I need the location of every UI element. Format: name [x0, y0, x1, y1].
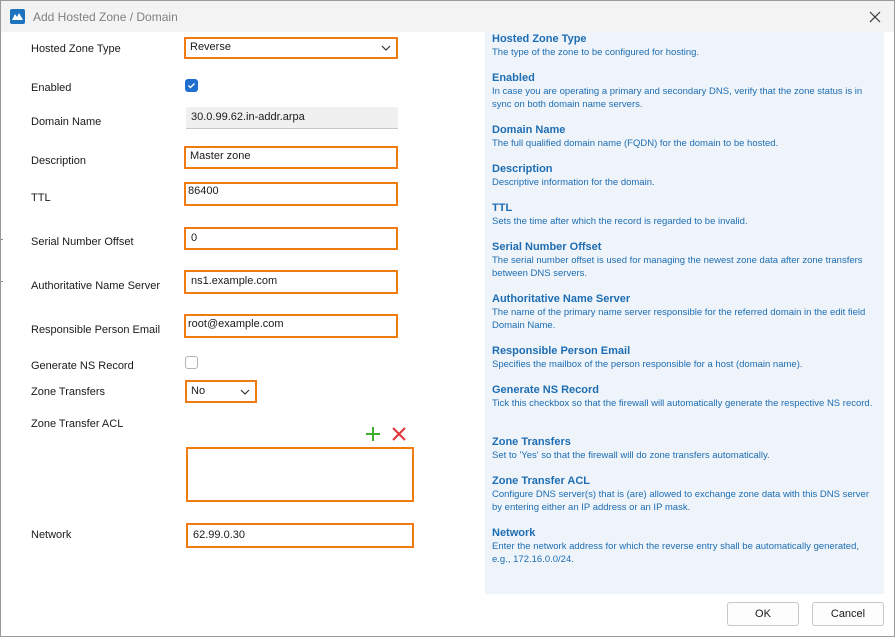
authoritative-name-server-label: Authoritative Name Server — [31, 280, 160, 292]
help-item-zone-transfers — [492, 436, 877, 462]
help-item-serial-number-offset — [492, 241, 877, 280]
responsible-person-email-input[interactable] — [184, 314, 398, 338]
ttl-value: 86400 — [188, 185, 219, 197]
help-desc: Configure DNS server(s) that is (are) allowed to exchange zone data with this DNS server by entering either an IP address or an IP mask. — [492, 489, 869, 513]
help-title: TTL — [492, 202, 513, 214]
domain-name-value: 30.0.99.62.in-addr.arpa — [191, 111, 305, 123]
hosted-zone-type-label: Hosted Zone Type — [31, 43, 121, 55]
help-title: Authoritative Name Server — [492, 293, 631, 305]
help-desc: The type of the zone to be configured for hosting. — [492, 47, 700, 58]
enabled-label: Enabled — [31, 82, 72, 94]
help-title: Domain Name — [492, 124, 566, 136]
description-label: Description — [31, 155, 87, 167]
plus-icon[interactable] — [364, 425, 382, 443]
help-title: Zone Transfers — [492, 436, 571, 448]
help-title: Description — [492, 163, 553, 175]
zone-transfer-acl-label: Zone Transfer ACL — [31, 418, 124, 430]
help-title: Generate NS Record — [492, 384, 599, 396]
hosted-zone-type-select[interactable] — [184, 37, 398, 59]
help-desc: The name of the primary name server responsible for the referred domain in the edit field Domain Name. — [492, 307, 866, 331]
app-logo-icon — [10, 9, 25, 24]
serial-number-offset-input[interactable] — [184, 227, 398, 250]
help-item-network — [492, 527, 877, 566]
chevron-down-icon — [381, 44, 391, 52]
hosted-zone-type-value: Reverse — [190, 41, 231, 53]
help-desc: Descriptive information for the domain. — [492, 177, 655, 188]
help-title: Serial Number Offset — [492, 241, 602, 253]
domain-name-label: Domain Name — [31, 116, 102, 128]
window-title: Add Hosted Zone / Domain — [33, 10, 178, 24]
help-desc: Enter the network address for which the reverse entry shall be automatically generated, e.g., 172.16.0.0/24. — [492, 541, 859, 565]
help-panel — [485, 32, 884, 594]
serial-number-offset-value: 0 — [191, 232, 198, 244]
edge-mark — [1, 239, 3, 240]
zone-transfers-label: Zone Transfers — [31, 386, 105, 398]
zone-transfers-value: No — [191, 385, 206, 397]
responsible-person-email-value: root@example.com — [188, 318, 284, 330]
enabled-checkbox[interactable] — [185, 79, 198, 92]
help-item-enabled — [492, 72, 877, 111]
help-desc: Sets the time after which the record is regarded to be invalid. — [492, 216, 748, 227]
help-item-domain-name — [492, 124, 877, 150]
edge-mark — [1, 281, 3, 282]
description-input[interactable] — [184, 146, 398, 169]
ttl-input[interactable] — [184, 182, 398, 206]
help-title: Hosted Zone Type — [492, 33, 587, 45]
help-item-hosted-zone-type — [492, 33, 877, 59]
help-desc: In case you are operating a primary and secondary DNS, verify that the zone status is in sync on both domain name servers. — [492, 86, 863, 110]
help-item-authoritative-name-server — [492, 293, 877, 332]
domain-name-field — [186, 107, 398, 129]
network-label: Network — [31, 529, 72, 541]
help-item-responsible-person-email — [492, 345, 877, 371]
checkmark-icon — [186, 80, 197, 91]
serial-number-offset-label: Serial Number Offset — [31, 236, 134, 248]
chevron-down-icon — [240, 388, 250, 396]
help-title: Enabled — [492, 72, 535, 84]
help-title: Zone Transfer ACL — [492, 475, 590, 487]
help-item-ttl — [492, 202, 877, 228]
help-title: Responsible Person Email — [492, 345, 631, 357]
help-item-description — [492, 163, 877, 189]
help-item-generate-ns-record — [492, 384, 877, 410]
ttl-label: TTL — [31, 192, 51, 204]
help-desc: The full qualified domain name (FQDN) for the domain to be hosted. — [492, 138, 779, 149]
help-title: Network — [492, 527, 536, 539]
generate-ns-record-label: Generate NS Record — [31, 360, 134, 372]
help-desc: Set to 'Yes' so that the firewall will do zone transfers automatically. — [492, 450, 770, 461]
zone-transfers-select[interactable] — [185, 380, 257, 403]
authoritative-name-server-value: ns1.example.com — [191, 275, 278, 287]
responsible-person-email-label: Responsible Person Email — [31, 324, 161, 336]
network-input[interactable] — [186, 523, 414, 548]
help-desc: Specifies the mailbox of the person responsible for a host (domain name). — [492, 359, 803, 370]
x-icon[interactable] — [390, 425, 408, 443]
description-value: Master zone — [190, 150, 251, 162]
network-value: 62.99.0.30 — [193, 529, 245, 541]
authoritative-name-server-input[interactable] — [184, 270, 398, 294]
help-item-zone-transfer-acl — [492, 475, 877, 514]
generate-ns-record-checkbox[interactable] — [185, 356, 198, 369]
zone-transfer-acl-list[interactable] — [186, 447, 414, 502]
help-desc: Tick this checkbox so that the firewall will automatically generate the respective NS record. — [492, 398, 873, 409]
ok-button[interactable]: OK — [727, 602, 799, 626]
help-desc: The serial number offset is used for managing the newest zone data after zone transfers between DNS servers. — [492, 255, 863, 279]
title-bar — [1, 1, 894, 32]
cancel-button[interactable]: Cancel — [812, 602, 884, 626]
close-icon[interactable] — [866, 8, 884, 26]
